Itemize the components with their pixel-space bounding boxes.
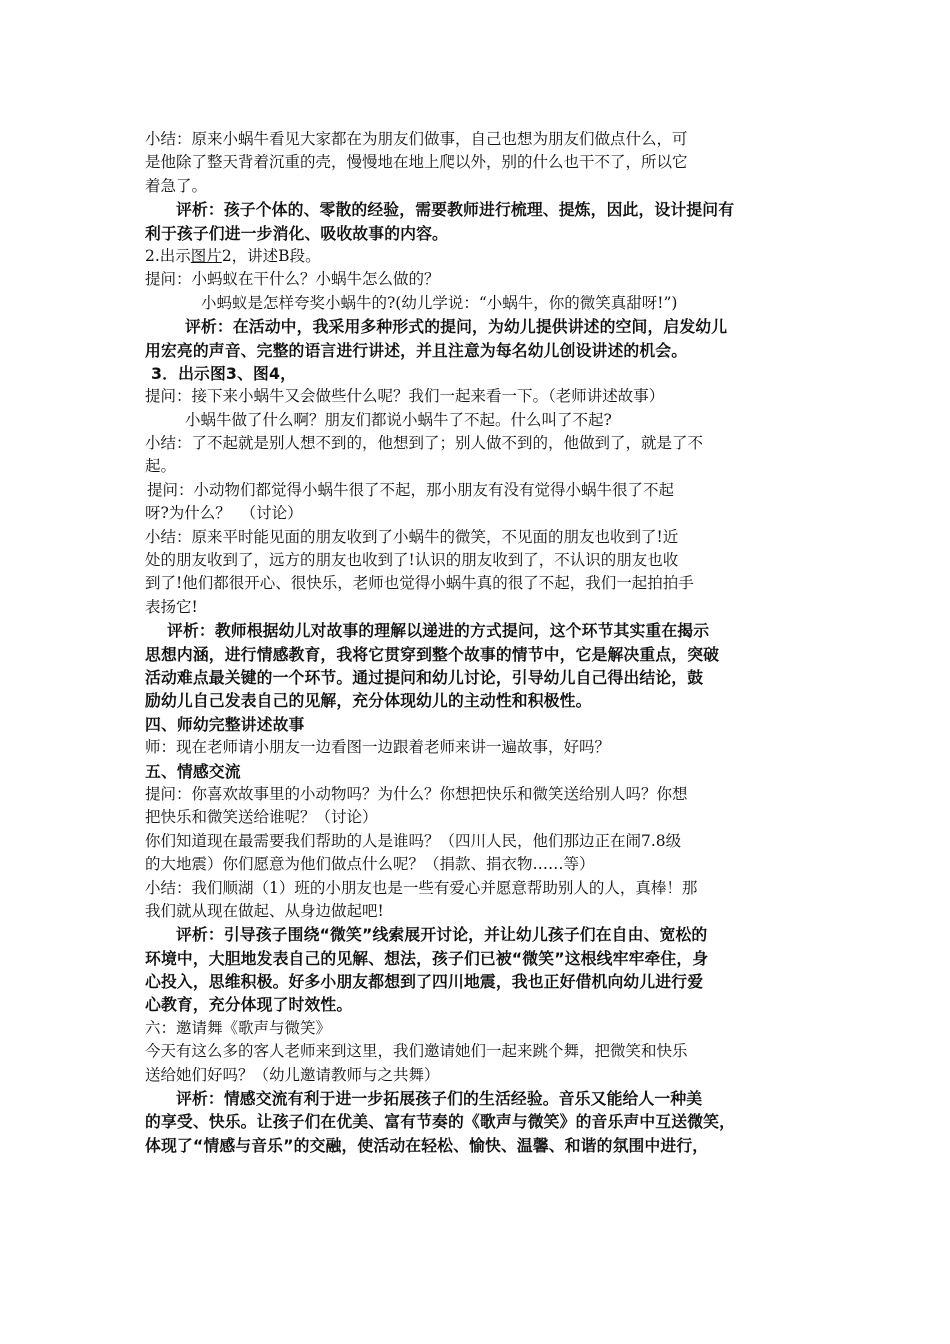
step-text: 2，讲述B段。 [221, 246, 321, 265]
teacher-line: 送给她们好吗？（幼儿邀请教师与之共舞） [145, 1065, 440, 1084]
commentary-line: 用宏亮的声音、完整的语言进行讲述，并且注意为每名幼儿创设讲述的机会。 [145, 340, 688, 360]
summary-line: 小结：原来平时能见面的朋友收到了小蜗牛的微笑，不见面的朋友也收到了!近 [145, 527, 679, 546]
commentary-line: 心投入，思维积极。好多小朋友都想到了四川地震，我也正好借机向幼儿进行爱 [145, 972, 704, 992]
commentary-line: 评析：孩子个体的、零散的经验，需要教师进行梳理、提炼，因此，设计提问有 [176, 200, 735, 220]
commentary-line: 评析：在活动中，我采用多种形式的提问，为幼儿提供讲述的空间，启发幼儿 [185, 317, 728, 337]
teacher-line: 师：现在老师请小朋友一边看图一边跟着老师来讲一遍故事，好吗？ [145, 738, 611, 757]
commentary-line: 的享受、快乐。让孩子们在优美、富有节奏的《歌声与微笑》的音乐声中互送微笑， [145, 1112, 736, 1132]
summary-line: 处的朋友收到了，远方的朋友也收到了!认识的朋友收到了，不认识的朋友也收 [145, 551, 679, 570]
commentary-line: 活动难点最关键的一个环节。通过提问和幼儿讨论，引导幼儿自己得出结论，鼓 [145, 667, 704, 687]
commentary-line: 心教育，充分体现了时效性。 [145, 995, 353, 1015]
step-heading: 3．出示图3、图4， [151, 363, 297, 383]
question-line: 提问：小蚂蚁在干什么？小蜗牛怎么做的？ [145, 270, 440, 289]
section-heading: 四、师幼完整讲述故事 [145, 714, 305, 734]
summary-line: 我们就从现在做起、从身边做起吧! [145, 901, 384, 920]
commentary-line: 评析：引导孩子围绕“微笑”线索展开讨论，并让幼儿孩子们在自由、宽松的 [176, 925, 708, 945]
document-page [145, 128, 810, 1157]
commentary-line: 利于孩子们进一步消化、吸收故事的内容。 [145, 223, 448, 243]
section-heading: 五、情感交流 [145, 761, 241, 781]
question-line: 把快乐和微笑送给谁呢？（讨论） [145, 808, 378, 827]
summary-line: 到了!他们都很开心、很快乐，老师也觉得小蜗牛真的很了不起，我们一起拍拍手 [145, 574, 694, 593]
section-heading: 六：邀请舞《歌声与微笑》 [145, 1018, 332, 1037]
picture-link[interactable]: 图片 [190, 246, 222, 265]
summary-line: 是他除了整天背着沉重的壳，慢慢地在地上爬以外，别的什么也干不了，所以它 [145, 153, 688, 172]
summary-line: 小结：了不起就是别人想不到的，他想到了；别人做不到的，他做到了，就是了不 [145, 434, 704, 453]
summary-line: 着急了。 [145, 176, 208, 195]
commentary-line: 环境中，大胆地发表自己的见解、想法，孩子们已被“微笑”这根线牢牢牵住，身 [145, 948, 709, 968]
commentary-line: 评析：教师根据幼儿对故事的理解以递进的方式提问，这个环节其实重在揭示 [167, 621, 710, 641]
question-line: 的大地震）你们愿意为他们做点什么呢？（捐款、捐衣物……等） [145, 855, 595, 874]
summary-line: 起。 [145, 457, 177, 476]
question-line: 提问：小动物们都觉得小蜗牛很了不起，那小朋友有没有觉得小蜗牛很了不起 [147, 480, 675, 499]
commentary-line: 评析：情感交流有利于进一步拓展孩子们的生活经验。音乐又能给人一种美 [176, 1089, 703, 1109]
question-line: 你们知道现在最需要我们帮助的人是谁吗？（四川人民，他们那边正在闹7.8级 [145, 831, 682, 850]
step-heading [145, 245, 810, 268]
commentary-line: 体现了“情感与音乐”的交融，使活动在轻松、愉快、温馨、和谐的氛围中进行， [145, 1135, 709, 1155]
summary-line: 小结：我们顺湖（1）班的小朋友也是一些有爱心并愿意帮助别人的人，真棒！那 [145, 878, 698, 897]
commentary-line: 思想内涵，进行情感教育，我将它贯穿到整个故事的情节中，它是解决重点，突破 [145, 644, 720, 664]
question-line: 小蚂蚁是怎样夸奖小蜗牛的?(幼儿学说：“小蜗牛，你的微笑真甜呀!”) [201, 293, 678, 312]
summary-line: 表扬它! [145, 597, 198, 616]
question-line: 呀?为什么？ （讨论） [145, 504, 303, 523]
question-line: 小蜗牛做了什么啊？朋友们都说小蜗牛了不起。什么叫了不起? [185, 410, 612, 429]
teacher-line: 今天有这么多的客人老师来到这里，我们邀请她们一起来跳个舞，把微笑和快乐 [145, 1042, 688, 1061]
summary-line: 小结：原来小蜗牛看见大家都在为朋友们做事，自己也想为朋友们做点什么，可 [145, 130, 688, 148]
question-line: 提问：你喜欢故事里的小动物吗？为什么？你想把快乐和微笑送给别人吗？你想 [145, 784, 688, 803]
question-line: 提问：接下来小蜗牛又会做些什么呢？我们一起来看一下。（老师讲述故事） [145, 387, 665, 406]
step-text: 2.出示 [145, 246, 191, 265]
commentary-line: 励幼儿自己发表自己的见解，充分体现幼儿的主动性和积极性。 [145, 691, 592, 711]
